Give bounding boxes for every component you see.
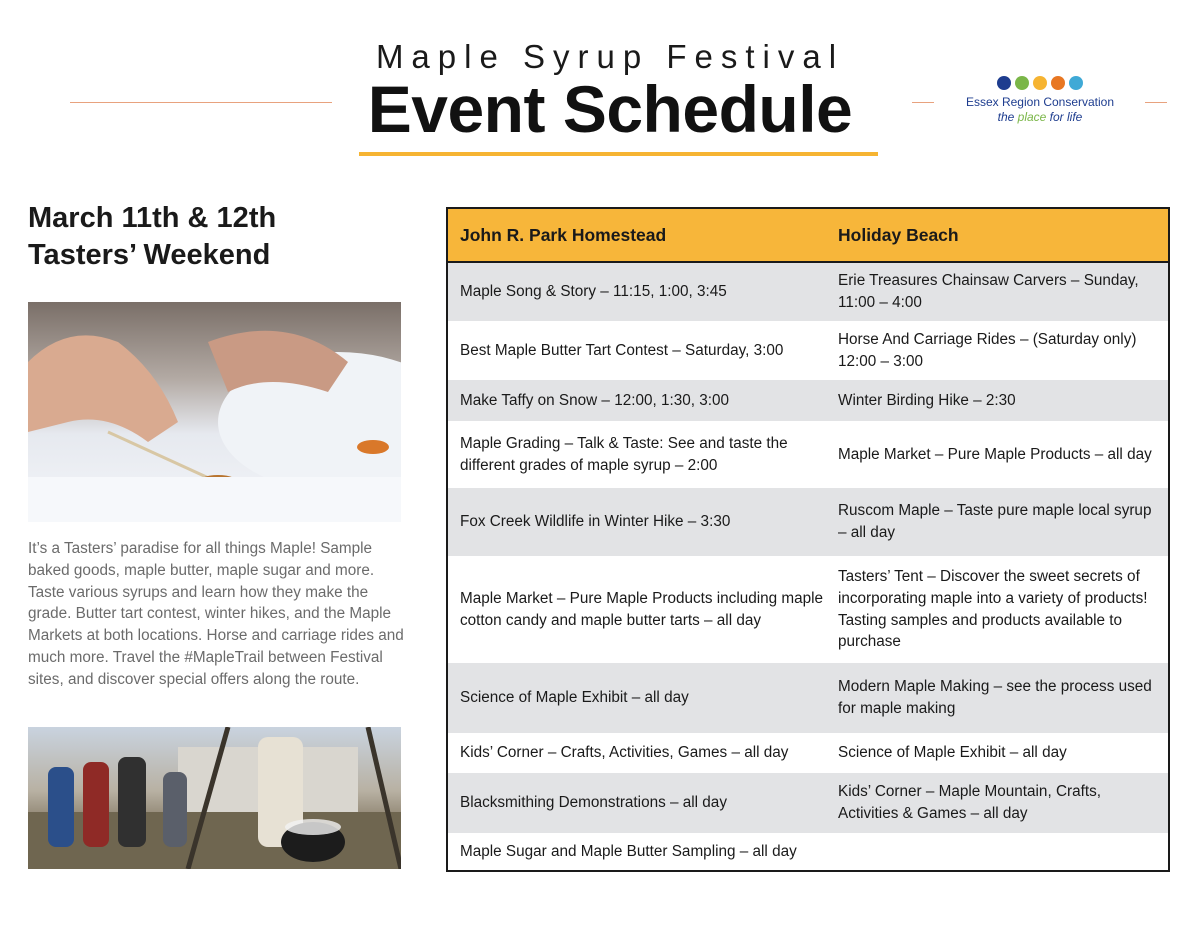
table-row bbox=[448, 321, 1168, 380]
homestead-event: Maple Market – Pure Maple Products including maple cotton candy and maple butter tarts – all day bbox=[460, 589, 824, 629]
weekend-info bbox=[28, 200, 402, 274]
weekend-heading bbox=[28, 200, 402, 274]
title-underline bbox=[359, 152, 878, 156]
holiday-beach-event: Ruscom Maple – Taste pure maple local syrup – all day bbox=[838, 502, 1152, 541]
homestead-event: Maple Grading – Talk & Taste: See and taste the different grades of maple syrup – 2:00 bbox=[460, 434, 788, 474]
table-row bbox=[448, 833, 1168, 870]
table-row bbox=[448, 380, 1168, 421]
table-row bbox=[448, 556, 1168, 663]
logo-dot bbox=[1069, 76, 1083, 90]
homestead-event: Make Taffy on Snow – 12:00, 1:30, 3:00 bbox=[460, 391, 730, 409]
homestead-event: Kids’ Corner – Crafts, Activities, Games – all day bbox=[460, 744, 789, 762]
table-row bbox=[448, 263, 1168, 321]
logo-org-name: Essex Region Conservation bbox=[965, 95, 1115, 109]
homestead-event: Maple Song & Story – 11:15, 1:00, 3:45 bbox=[460, 283, 727, 301]
homestead-event: Blacksmithing Demonstrations – all day bbox=[460, 794, 727, 812]
logo-tagline-highlight: place bbox=[1017, 110, 1047, 124]
logo-dot bbox=[997, 76, 1011, 90]
logo-tagline-post: for life bbox=[1046, 110, 1083, 124]
table-row bbox=[448, 663, 1168, 733]
column-header-john-r-park-homestead: John R. Park Homestead bbox=[460, 224, 667, 245]
taffy-on-snow-photo bbox=[28, 302, 401, 522]
festival-title: Maple Syrup Festival bbox=[375, 38, 845, 75]
header-rule-left bbox=[70, 102, 332, 103]
weekend-dates: March 11th & 12th bbox=[28, 202, 277, 234]
logo-dot bbox=[1033, 76, 1047, 90]
table-row bbox=[448, 733, 1168, 773]
holiday-beach-event: Modern Maple Making – see the process used for maple making bbox=[838, 678, 1152, 717]
logo-dot bbox=[1051, 76, 1065, 90]
header-rule-right-inner bbox=[912, 102, 934, 103]
holiday-beach-event: Science of Maple Exhibit – all day bbox=[838, 744, 1067, 762]
logo-tagline bbox=[962, 110, 1118, 124]
schedule-header-row bbox=[448, 209, 1168, 263]
holiday-beach-event: Winter Birding Hike – 2:30 bbox=[838, 391, 1016, 409]
homestead-photo-illustration bbox=[28, 727, 401, 869]
page-header bbox=[0, 0, 1200, 170]
holiday-beach-event: Maple Market – Pure Maple Products – all day bbox=[838, 445, 1152, 463]
homestead-event: Maple Sugar and Maple Butter Sampling – all day bbox=[460, 842, 797, 860]
weekend-description: It’s a Tasters’ paradise for all things Maple! Sample baked goods, maple butter, maple sugar and more. Taste various syrups and learn how they make the grade. Butter tart contest, winter hikes, and the Maple Markets at both locations. Horse and carriage rides and much more. Travel the #MapleTrail between Festival sites, and discover special offers along the route. bbox=[28, 540, 404, 688]
column-header-holiday-beach: Holiday Beach bbox=[838, 224, 959, 245]
essex-region-conservation-logo bbox=[962, 76, 1118, 124]
table-row bbox=[448, 488, 1168, 556]
table-row bbox=[448, 421, 1168, 488]
header-rule-right-outer bbox=[1145, 102, 1167, 103]
weekend-name: Tasters’ Weekend bbox=[28, 239, 271, 271]
table-row bbox=[448, 773, 1168, 833]
holiday-beach-event: Kids’ Corner – Maple Mountain, Crafts, Activities & Games – all day bbox=[838, 783, 1101, 822]
homestead-event: Fox Creek Wildlife in Winter Hike – 3:30 bbox=[460, 513, 731, 531]
holiday-beach-event: Horse And Carriage Rides – (Saturday only) 12:00 – 3:00 bbox=[838, 330, 1137, 370]
homestead-event: Science of Maple Exhibit – all day bbox=[460, 689, 689, 707]
event-schedule-table bbox=[446, 207, 1170, 872]
page-title: Event Schedule bbox=[367, 72, 853, 146]
homestead-event: Best Maple Butter Tart Contest – Saturday, 3:00 bbox=[460, 341, 784, 359]
holiday-beach-event: Tasters’ Tent – Discover the sweet secrets of incorporating maple into a variety of products! Tasting samples and products available to purchase bbox=[838, 567, 1148, 651]
logo-tagline-pre: the bbox=[997, 110, 1018, 124]
holiday-beach-event: Erie Treasures Chainsaw Carvers – Sunday, 11:00 – 4:00 bbox=[838, 272, 1139, 311]
logo-dot bbox=[1015, 76, 1029, 90]
logo-mark-icon bbox=[962, 76, 1118, 92]
taffy-photo-illustration bbox=[28, 302, 401, 522]
homestead-demonstration-photo bbox=[28, 727, 401, 869]
